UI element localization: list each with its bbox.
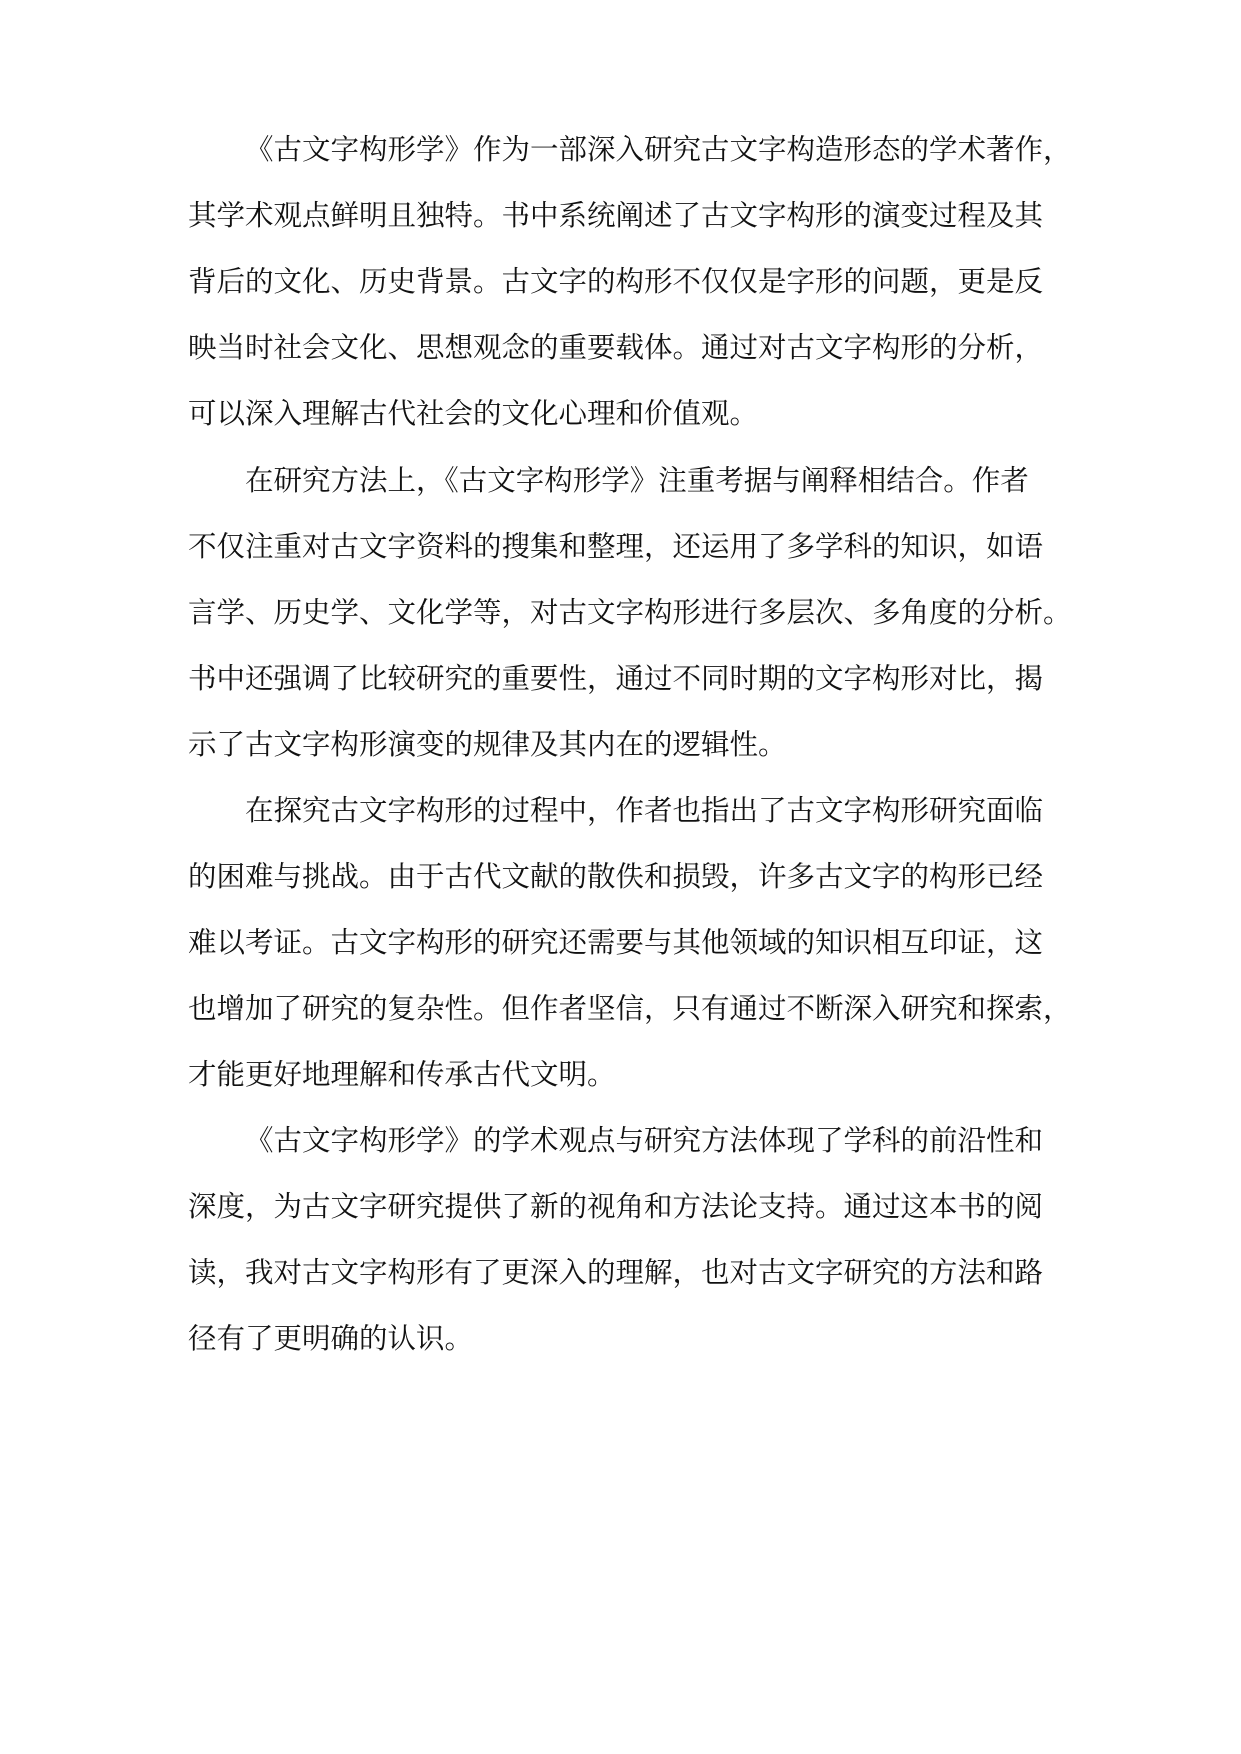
paragraph-1-line-5: 可以深入理解古代社会的文化心理和价值观。	[188, 397, 759, 430]
paragraph-3-line-5: 才能更好地理解和传承古代文明。	[188, 1058, 616, 1091]
paragraph-1-line-2: 其学术观点鲜明且独特。书中系统阐述了古文字构形的演变过程及其	[188, 199, 1044, 232]
paragraph-1-line-1: 《古文字构形学》作为一部深入研究古文字构造形态的学术著作，	[245, 133, 1072, 166]
paragraph-3-line-2: 的困难与挑战。由于古代文献的散佚和损毁，许多古文字的构形已经	[188, 860, 1044, 893]
paragraph-1-line-4: 映当时社会文化、思想观念的重要载体。通过对古文字构形的分析，	[188, 331, 1044, 364]
paragraph-1-line-3: 背后的文化、历史背景。古文字的构形不仅仅是字形的问题，更是反	[188, 265, 1044, 298]
paragraph-2-line-4: 书中还强调了比较研究的重要性，通过不同时期的文字构形对比，揭	[188, 662, 1044, 695]
paragraph-2-line-1: 在研究方法上，《古文字构形学》注重考据与阐释相结合。作者	[245, 464, 1029, 497]
paragraph-3-line-3: 难以考证。古文字构形的研究还需要与其他领域的知识相互印证，这	[188, 926, 1044, 959]
paragraph-3-line-1: 在探究古文字构形的过程中，作者也指出了古文字构形研究面临	[245, 794, 1044, 827]
paragraph-4-line-2: 深度，为古文字研究提供了新的视角和方法论支持。通过这本书的阅	[188, 1190, 1044, 1223]
paragraph-4-line-4: 径有了更明确的认识。	[188, 1322, 474, 1355]
paragraph-4-line-1: 《古文字构形学》的学术观点与研究方法体现了学科的前沿性和	[245, 1124, 1044, 1157]
paragraph-2-line-2: 不仅注重对古文字资料的搜集和整理，还运用了多学科的知识，如语	[188, 530, 1044, 563]
paragraph-4-line-3: 读，我对古文字构形有了更深入的理解，也对古文字研究的方法和路	[188, 1256, 1044, 1289]
paragraph-2-line-5: 示了古文字构形演变的规律及其内在的逻辑性。	[188, 728, 787, 761]
paragraph-2-line-3: 言学、历史学、文化学等，对古文字构形进行多层次、多角度的分析。	[188, 596, 1072, 629]
paragraph-3-line-4: 也增加了研究的复杂性。但作者坚信，只有通过不断深入研究和探索，	[188, 992, 1072, 1025]
